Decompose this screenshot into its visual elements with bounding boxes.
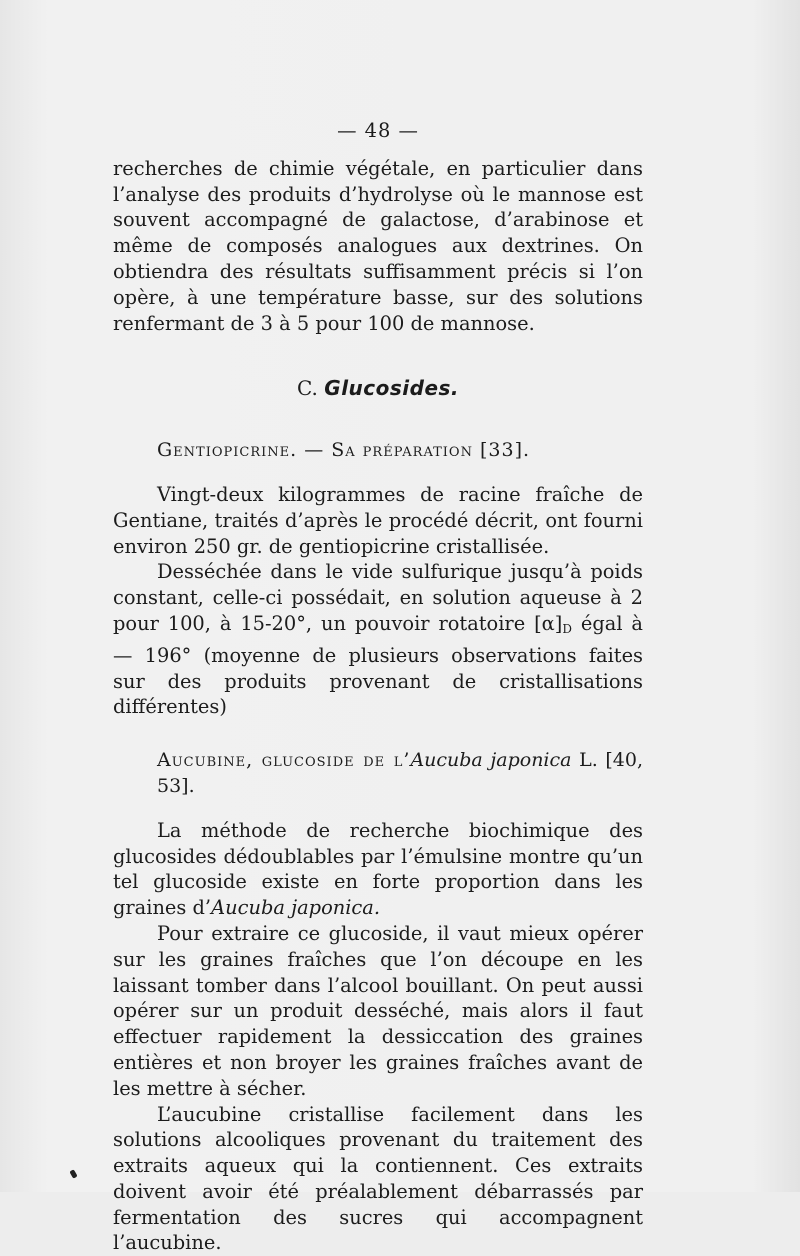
aucubine-heading (113, 748, 643, 800)
aucubine-p1-species: Aucuba japonica. (211, 896, 380, 919)
aucubine-heading-prefix: Aucubine, glucoside de l’ (157, 749, 410, 771)
aucubine-heading-suffix: L. [40, 53]. (157, 749, 643, 797)
gentiopicrine-paragraph-1: Vingt-deux kilogrammes de racine fraîche de Gentiane, traités d’après le procédé décrit, ont fourni environ 250 gr. de gentiopicrine cristallisée. (113, 482, 643, 559)
page-number: — 48 — (113, 118, 643, 144)
gentiopicrine-heading: Gentiopicrine. — Sa préparation [33]. (113, 438, 643, 464)
section-title (113, 376, 643, 402)
aucubine-paragraph-2: Pour extraire ce glucoside, il vaut mieux opérer sur les graines fraîches que l’on découpe en les laissant tomber dans l’alcool bouillant. On peut aussi opérer sur un produit desséché, mais alors il faut effectuer rapidement la dessiccation des graines entières et non broyer les graines fraîches avant de les mettre à sécher. (113, 921, 643, 1102)
gentiopicrine-paragraph-2 (113, 559, 643, 720)
aucubine-p1-before: La méthode de recherche biochimique des glucosides dédoublables par l’émulsine montre qu’un tel glucoside existe en forte proportion dans les graines d’ (113, 819, 643, 919)
section-letter: C. (297, 376, 318, 400)
rotation-subscript: D (562, 622, 572, 636)
page-body (113, 118, 643, 1256)
gentiopicrine-p2-after: égal à — 196° (moyenne de plusieurs observations faites sur des produits provenant de cristallisations différentes) (113, 612, 643, 718)
gentiopicrine-p2-before: Desséchée dans le vide sulfurique jusqu’à poids constant, celle-ci possédait, en solution aqueuse à 2 pour 100, à 15-20°, un pouvoir rotatoire [α] (113, 560, 643, 635)
aucubine-paragraph-1 (113, 818, 643, 921)
scan-speck (69, 1169, 77, 1178)
section-title-text: Glucosides. (324, 376, 459, 400)
aucubine-paragraph-3: L’aucubine cristallise facilement dans les solutions alcooliques provenant du traitement des extraits aqueux qui la contiennent. Ces extraits doivent avoir été préalablement débarrassés par fermentation des sucres qui accompagnent l’aucubine. (113, 1102, 643, 1256)
aucubine-heading-species: Aucuba japonica (410, 749, 571, 771)
intro-paragraph: recherches de chimie végétale, en particulier dans l’analyse des produits d’hydrolyse où le mannose est souvent accompagné de galactose, d’arabinose et même de composés analogues aux dextrines. On obtiendra des résultats suffisamment précis si l’on opère, à une température basse, sur des solutions renfermant de 3 à 5 pour 100 de mannose. (113, 156, 643, 337)
